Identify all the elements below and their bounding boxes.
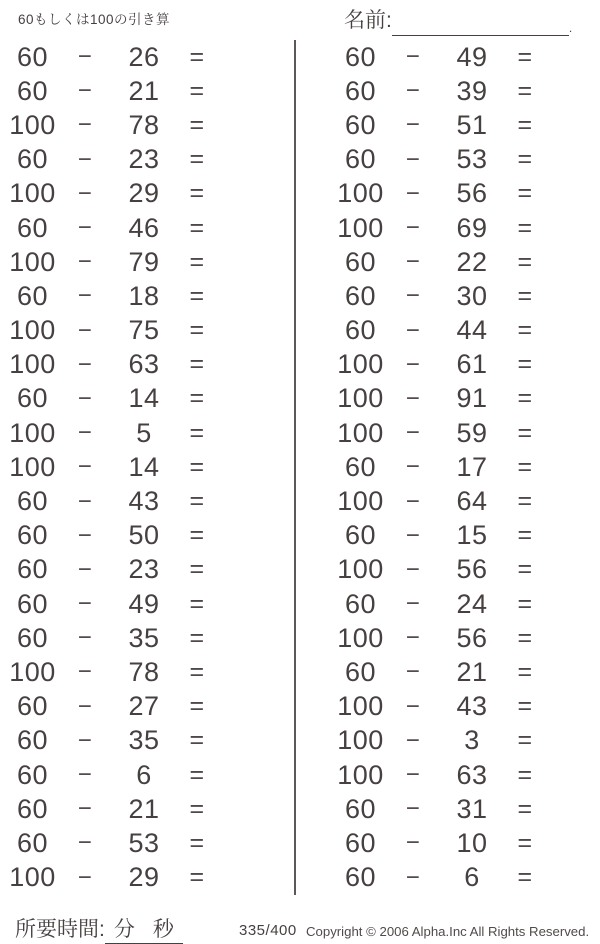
minuend: 60 (344, 862, 377, 893)
problem-row (0, 484, 294, 518)
equals-sign: = (517, 76, 533, 105)
minuend: 60 (16, 759, 49, 790)
seconds-label: 秒 (152, 918, 174, 941)
minuend: 60 (16, 383, 49, 414)
subtrahend: 18 (128, 280, 160, 311)
subtrahend: 91 (456, 383, 488, 414)
equals-sign: = (189, 384, 205, 413)
subtrahend: 46 (128, 212, 160, 243)
minuend: 60 (16, 588, 49, 619)
subtrahend: 30 (456, 280, 488, 311)
problem-row (0, 861, 294, 895)
minuend: 60 (16, 75, 49, 106)
minuend: 60 (344, 315, 377, 346)
equals-sign: = (189, 794, 205, 823)
subtrahend: 78 (128, 656, 160, 687)
subtrahend: 29 (128, 178, 160, 209)
subtrahend: 21 (456, 656, 488, 687)
problem-row (328, 690, 600, 724)
minus-operator: − (405, 692, 421, 720)
subtrahend: 3 (464, 725, 480, 756)
minus-operator: − (77, 214, 93, 242)
minuend: 100 (337, 349, 384, 380)
minus-operator: − (77, 829, 93, 857)
minus-operator: − (77, 487, 93, 515)
minus-operator: − (405, 419, 421, 447)
minus-operator: − (77, 77, 93, 105)
subtrahend: 26 (128, 41, 160, 72)
minuend: 100 (337, 486, 384, 517)
problem-row (0, 314, 294, 348)
equals-sign: = (517, 863, 533, 892)
minus-operator: − (77, 795, 93, 823)
subtrahend: 23 (128, 554, 160, 585)
name-label: 名前: (344, 9, 392, 32)
minuend: 100 (9, 246, 56, 277)
subtrahend: 49 (128, 588, 160, 619)
minuend: 60 (344, 109, 377, 140)
equals-sign: = (517, 487, 533, 516)
minus-operator: − (405, 761, 421, 789)
problem-row (328, 587, 600, 621)
minuend: 60 (16, 622, 49, 653)
minus-operator: − (405, 487, 421, 515)
minutes-label: 分 (113, 918, 135, 941)
problem-row (0, 724, 294, 758)
subtrahend: 56 (456, 178, 488, 209)
problems-area (0, 40, 600, 895)
minuend: 60 (344, 656, 377, 687)
minus-operator: − (405, 795, 421, 823)
minuend: 60 (16, 554, 49, 585)
minuend: 60 (16, 827, 49, 858)
minus-operator: − (77, 692, 93, 720)
problem-row (0, 382, 294, 416)
subtrahend: 78 (128, 109, 160, 140)
subtrahend: 21 (128, 75, 160, 106)
minuend: 60 (344, 520, 377, 551)
equals-sign: = (517, 179, 533, 208)
minus-operator: − (77, 453, 93, 481)
minuend: 60 (344, 827, 377, 858)
problem-row (328, 724, 600, 758)
problem-row (328, 382, 600, 416)
minuend: 100 (337, 417, 384, 448)
problem-row (0, 621, 294, 655)
minuend: 60 (344, 588, 377, 619)
minuend: 100 (337, 622, 384, 653)
problem-row (328, 655, 600, 689)
problem-row (0, 74, 294, 108)
minuend: 60 (16, 793, 49, 824)
equals-sign: = (517, 521, 533, 550)
subtrahend: 44 (456, 315, 488, 346)
minus-operator: − (77, 350, 93, 378)
equals-sign: = (517, 452, 533, 481)
minus-operator: − (405, 43, 421, 71)
problem-row (0, 587, 294, 621)
subtrahend: 79 (128, 246, 160, 277)
problem-row (328, 450, 600, 484)
equals-sign: = (517, 760, 533, 789)
name-line-end: . (568, 21, 573, 35)
minus-operator: − (405, 145, 421, 173)
minuend: 60 (344, 280, 377, 311)
problem-row (328, 792, 600, 826)
minuend: 100 (9, 451, 56, 482)
minus-operator: − (77, 43, 93, 71)
problem-row (0, 279, 294, 313)
minus-operator: − (405, 179, 421, 207)
equals-sign: = (189, 418, 205, 447)
equals-sign: = (517, 145, 533, 174)
subtrahend: 43 (128, 486, 160, 517)
equals-sign: = (517, 281, 533, 310)
problem-row (0, 690, 294, 724)
problem-row (0, 40, 294, 74)
problem-row (328, 245, 600, 279)
minus-operator: − (405, 726, 421, 754)
problem-row (0, 177, 294, 211)
equals-sign: = (189, 42, 205, 71)
minuend: 100 (9, 178, 56, 209)
equals-sign: = (517, 42, 533, 71)
subtrahend: 61 (456, 349, 488, 380)
minuend: 100 (337, 725, 384, 756)
equals-sign: = (189, 179, 205, 208)
equals-sign: = (189, 145, 205, 174)
subtrahend: 53 (456, 144, 488, 175)
equals-sign: = (189, 281, 205, 310)
problem-row (0, 553, 294, 587)
subtrahend: 50 (128, 520, 160, 551)
minus-operator: − (77, 521, 93, 549)
equals-sign: = (189, 863, 205, 892)
subtrahend: 43 (456, 691, 488, 722)
minuend: 100 (9, 109, 56, 140)
problem-row (328, 861, 600, 895)
problem-row (328, 621, 600, 655)
equals-sign: = (189, 589, 205, 618)
problem-row (0, 450, 294, 484)
problems-column-left (0, 40, 294, 895)
equals-sign: = (517, 316, 533, 345)
minuend: 60 (344, 41, 377, 72)
minus-operator: − (405, 521, 421, 549)
subtrahend: 21 (128, 793, 160, 824)
minus-operator: − (405, 77, 421, 105)
equals-sign: = (517, 794, 533, 823)
elapsed-time-label: 所要時間: (15, 918, 105, 941)
page-indicator: 335/400 (239, 922, 297, 939)
minuend: 60 (16, 41, 49, 72)
problem-row (328, 826, 600, 860)
problem-row (328, 416, 600, 450)
minus-operator: − (77, 384, 93, 412)
problem-row (0, 519, 294, 553)
minuend: 100 (337, 554, 384, 585)
minus-operator: − (77, 248, 93, 276)
elapsed-time-field (15, 913, 183, 944)
subtrahend: 10 (456, 827, 488, 858)
equals-sign: = (189, 487, 205, 516)
equals-sign: = (189, 692, 205, 721)
equals-sign: = (189, 726, 205, 755)
minus-operator: − (405, 111, 421, 139)
subtrahend: 14 (128, 451, 160, 482)
subtrahend: 24 (456, 588, 488, 619)
minuend: 100 (9, 862, 56, 893)
equals-sign: = (517, 828, 533, 857)
minus-operator: − (405, 350, 421, 378)
subtrahend: 49 (456, 41, 488, 72)
problem-row (328, 314, 600, 348)
minuend: 100 (337, 212, 384, 243)
problem-row (328, 211, 600, 245)
equals-sign: = (189, 213, 205, 242)
subtrahend: 53 (128, 827, 160, 858)
minus-operator: − (405, 248, 421, 276)
subtrahend: 29 (128, 862, 160, 893)
problem-row (328, 40, 600, 74)
problem-row (328, 143, 600, 177)
minuend: 60 (344, 144, 377, 175)
problem-row (0, 245, 294, 279)
subtrahend: 17 (456, 451, 488, 482)
minuend: 60 (344, 793, 377, 824)
problem-row (0, 826, 294, 860)
problem-row (0, 348, 294, 382)
subtrahend: 51 (456, 109, 488, 140)
subtrahend: 23 (128, 144, 160, 175)
equals-sign: = (517, 623, 533, 652)
equals-sign: = (189, 247, 205, 276)
problem-row (328, 279, 600, 313)
minuend: 100 (9, 656, 56, 687)
equals-sign: = (517, 418, 533, 447)
subtrahend: 35 (128, 622, 160, 653)
subtrahend: 56 (456, 622, 488, 653)
minuend: 100 (337, 383, 384, 414)
minuend: 100 (9, 315, 56, 346)
minus-operator: − (77, 761, 93, 789)
minus-operator: − (405, 453, 421, 481)
equals-sign: = (189, 316, 205, 345)
minuend: 60 (16, 144, 49, 175)
equals-sign: = (189, 350, 205, 379)
minus-operator: − (77, 726, 93, 754)
minus-operator: − (77, 316, 93, 344)
elapsed-time-line (105, 918, 183, 944)
problem-row (0, 655, 294, 689)
subtrahend: 75 (128, 315, 160, 346)
equals-sign: = (189, 110, 205, 139)
subtrahend: 63 (456, 759, 488, 790)
minuend: 60 (16, 691, 49, 722)
subtrahend: 27 (128, 691, 160, 722)
equals-sign: = (189, 521, 205, 550)
minus-operator: − (77, 658, 93, 686)
minus-operator: − (77, 111, 93, 139)
subtrahend: 35 (128, 725, 160, 756)
equals-sign: = (189, 828, 205, 857)
problem-row (328, 74, 600, 108)
minuend: 100 (337, 759, 384, 790)
equals-sign: = (517, 110, 533, 139)
equals-sign: = (517, 384, 533, 413)
problem-row (328, 484, 600, 518)
problem-row (0, 792, 294, 826)
problem-row (0, 211, 294, 245)
minuend: 60 (16, 520, 49, 551)
minus-operator: − (77, 590, 93, 618)
minus-operator: − (405, 316, 421, 344)
equals-sign: = (189, 452, 205, 481)
problem-row (0, 758, 294, 792)
problem-row (328, 108, 600, 142)
minuend: 100 (9, 349, 56, 380)
subtrahend: 63 (128, 349, 160, 380)
minus-operator: − (77, 863, 93, 891)
subtrahend: 56 (456, 554, 488, 585)
equals-sign: = (517, 657, 533, 686)
subtrahend: 64 (456, 486, 488, 517)
name-input-line (392, 10, 569, 36)
subtrahend: 59 (456, 417, 488, 448)
minus-operator: − (405, 590, 421, 618)
minuend: 60 (16, 486, 49, 517)
minus-operator: − (77, 282, 93, 310)
minuend: 100 (337, 178, 384, 209)
equals-sign: = (189, 76, 205, 105)
minuend: 60 (344, 246, 377, 277)
minus-operator: − (77, 145, 93, 173)
minus-operator: − (405, 829, 421, 857)
problem-row (328, 519, 600, 553)
subtrahend: 39 (456, 75, 488, 106)
minus-operator: − (77, 624, 93, 652)
equals-sign: = (517, 692, 533, 721)
equals-sign: = (189, 623, 205, 652)
minuend: 60 (344, 451, 377, 482)
problem-row (328, 553, 600, 587)
subtrahend: 14 (128, 383, 160, 414)
problem-row (328, 348, 600, 382)
minus-operator: − (405, 214, 421, 242)
equals-sign: = (517, 555, 533, 584)
problem-row (328, 177, 600, 211)
subtrahend: 6 (464, 862, 480, 893)
equals-sign: = (517, 726, 533, 755)
minus-operator: − (405, 863, 421, 891)
equals-sign: = (189, 555, 205, 584)
problem-row (0, 416, 294, 450)
minuend: 60 (16, 280, 49, 311)
problem-row (328, 758, 600, 792)
subtrahend: 69 (456, 212, 488, 243)
minuend: 100 (9, 417, 56, 448)
equals-sign: = (189, 760, 205, 789)
subtrahend: 15 (456, 520, 488, 551)
minus-operator: − (77, 419, 93, 447)
subtrahend: 5 (136, 417, 152, 448)
name-field (344, 4, 572, 36)
copyright-notice: Copyright © 2006 Alpha.Inc All Rights Reserved. (306, 924, 590, 939)
minuend: 60 (16, 725, 49, 756)
equals-sign: = (517, 247, 533, 276)
subtrahend: 31 (456, 793, 488, 824)
problem-row (0, 143, 294, 177)
minuend: 100 (337, 691, 384, 722)
worksheet-title: 60もしくは100の引き算 (18, 12, 171, 27)
minus-operator: − (405, 282, 421, 310)
minus-operator: − (405, 624, 421, 652)
subtrahend: 6 (136, 759, 152, 790)
problems-column-right (295, 40, 600, 895)
minuend: 60 (344, 75, 377, 106)
minus-operator: − (405, 658, 421, 686)
minus-operator: − (77, 179, 93, 207)
minuend: 60 (16, 212, 49, 243)
minus-operator: − (77, 555, 93, 583)
equals-sign: = (517, 213, 533, 242)
equals-sign: = (517, 350, 533, 379)
subtrahend: 22 (456, 246, 488, 277)
minus-operator: − (405, 555, 421, 583)
problem-row (0, 108, 294, 142)
equals-sign: = (517, 589, 533, 618)
minus-operator: − (405, 384, 421, 412)
equals-sign: = (189, 657, 205, 686)
